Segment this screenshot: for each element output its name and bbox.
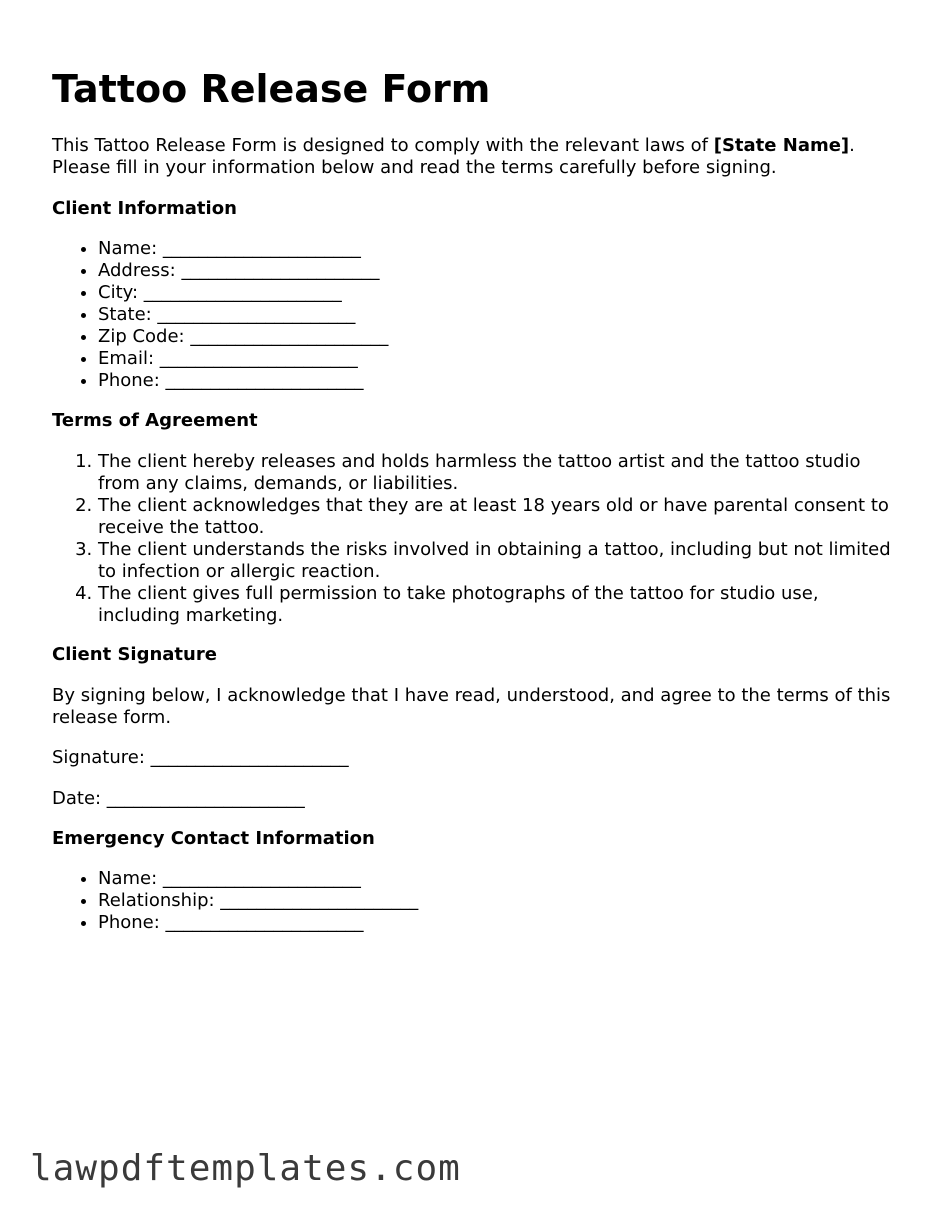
client-state-field: • State: ______________________ bbox=[98, 304, 388, 326]
client-signature-heading: Client Signature bbox=[52, 644, 217, 665]
date-field: Date: ______________________ bbox=[52, 788, 305, 809]
watermark: lawpdftemplates.com bbox=[30, 1148, 461, 1189]
client-name-field: • Name: ______________________ bbox=[98, 238, 388, 260]
emergency-contact-heading: Emergency Contact Information bbox=[52, 828, 375, 849]
intro-paragraph bbox=[52, 135, 892, 179]
client-email-field: • Email: ______________________ bbox=[98, 348, 388, 370]
intro-text-line2: Please fill in your information below and read the terms carefully before signing. bbox=[52, 157, 777, 178]
terms-list bbox=[52, 451, 938, 627]
signature-acknowledgement: By signing below, I acknowledge that I have read, understood, and agree to the terms of this release form. bbox=[52, 685, 891, 728]
client-information-list bbox=[52, 238, 388, 392]
emergency-name-field: • Name: ______________________ bbox=[98, 868, 418, 890]
term-item: 4. The client gives full permission to take photographs of the tattoo for studio use, including marketing. bbox=[98, 583, 892, 627]
term-item: 2. The client acknowledges that they are at least 18 years old or have parental consent to receive the tattoo. bbox=[98, 495, 892, 539]
page-title: Tattoo Release Form bbox=[52, 67, 491, 111]
client-address-field: • Address: ______________________ bbox=[98, 260, 388, 282]
client-phone-field: • Phone: ______________________ bbox=[98, 370, 388, 392]
emergency-relationship-field: • Relationship: ______________________ bbox=[98, 890, 418, 912]
intro-period: . bbox=[849, 135, 855, 156]
client-zip-field: • Zip Code: ______________________ bbox=[98, 326, 388, 348]
intro-text: This Tattoo Release Form is designed to comply with the relevant laws of bbox=[52, 135, 714, 156]
state-name-placeholder: [State Name] bbox=[713, 135, 850, 156]
client-information-heading: Client Information bbox=[52, 198, 237, 219]
term-item: 3. The client understands the risks involved in obtaining a tattoo, including but not limited to infection or allergic reaction. bbox=[98, 539, 892, 583]
emergency-phone-field: • Phone: ______________________ bbox=[98, 912, 418, 934]
client-city-field: • City: ______________________ bbox=[98, 282, 388, 304]
terms-heading: Terms of Agreement bbox=[52, 410, 258, 431]
emergency-contact-list bbox=[52, 868, 418, 934]
term-item: 1. The client hereby releases and holds harmless the tattoo artist and the tattoo studio from any claims, demands, or liabilities. bbox=[98, 451, 892, 495]
signature-field: Signature: ______________________ bbox=[52, 747, 349, 768]
